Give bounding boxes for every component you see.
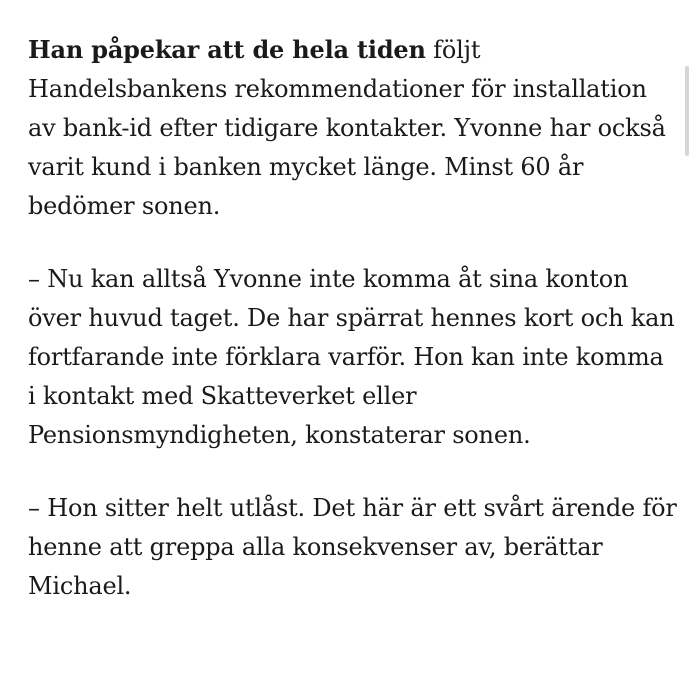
article-paragraph xyxy=(28,489,678,606)
scrollbar-thumb[interactable] xyxy=(685,66,689,156)
article-body xyxy=(28,30,678,606)
paragraph-text: följt Handelsbankens rekommendationer för installation av bank-id efter tidigare kontakter. Yvonne har också varit kund i banken mycket länge. Minst 60 år bedömer sonen. xyxy=(28,36,666,220)
paragraph-text: – Nu kan alltså Yvonne inte komma åt sina konton över huvud taget. De har spärrat hennes kort och kan fortfarande inte förklara varför. Hon kan inte komma i kontakt med Skatteverket eller Pensionsmyndigheten, konstaterar sonen. xyxy=(28,265,675,449)
paragraph-lead: Han påpekar att de hela tiden xyxy=(28,35,426,64)
article-paragraph xyxy=(28,260,678,455)
paragraph-text: – Hon sitter helt utlåst. Det här är ett svårt ärende för henne att greppa alla konsekvenser av, berättar Michael. xyxy=(28,494,677,600)
article-paragraph xyxy=(28,30,678,226)
